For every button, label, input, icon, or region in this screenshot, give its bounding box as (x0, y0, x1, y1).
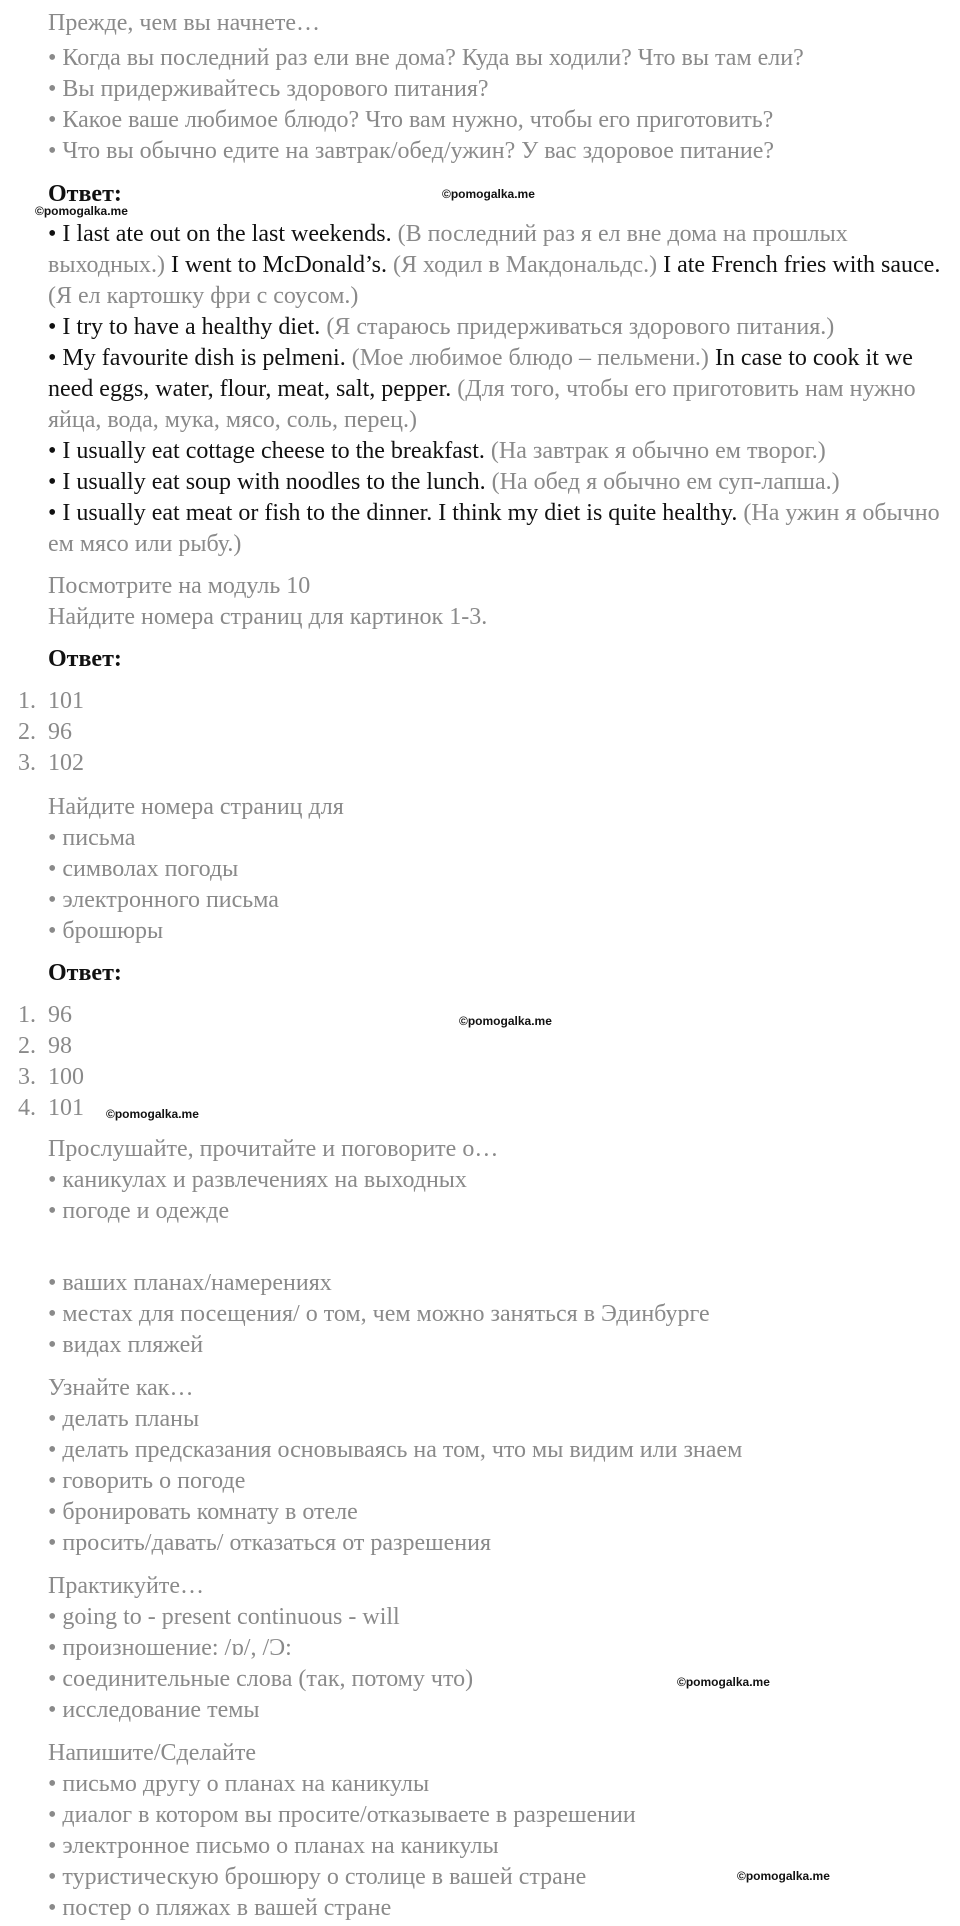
answer1-paragraph-3: • My favourite dish is pelmeni. (Мое любимое блюдо – пельмени.) In case to cook it we need eggs, water, flour, meat, salt, pepper. (Для того, чтобы его приготовить нам нужно яйца, вода, мука, мясо, соль, перец.) (48, 345, 916, 433)
watermark: ©pomogalka.me (737, 1869, 830, 1883)
list-item: • делать предсказания основываясь на том, что мы видим или знаем (48, 1437, 743, 1463)
section5-title: Узнайте как… (48, 1375, 194, 1401)
answer1-block (48, 219, 948, 560)
list-item: • Какое ваше любимое блюдо? Что вам нужно, чтобы его приготовить? (48, 107, 774, 133)
list-item: • going to - present continuous - will (48, 1604, 400, 1630)
list-item: • соединительные слова (так, потому что) (48, 1666, 474, 1692)
list-item: • постер о пляжах в вашей стране (48, 1895, 392, 1921)
list-item: • говорить о погоде (48, 1468, 246, 1494)
section2-subtitle: Найдите номера страниц для картинок 1-3. (48, 604, 488, 630)
section6-title: Практикуйте… (48, 1573, 204, 1599)
list-item: • просить/давать/ отказаться от разрешения (48, 1530, 492, 1556)
answer-label: Ответ: (48, 181, 122, 207)
list-item: 1. 101 (18, 688, 84, 714)
section1-title: Прежде, чем вы начнете… (48, 10, 321, 36)
list-item: • местах для посещения/ о том, чем можно заняться в Эдинбурге (48, 1301, 710, 1327)
list-item: 4. 101 (18, 1095, 84, 1121)
list-item: • письмо другу о планах на каникулы (48, 1771, 430, 1797)
list-item: 3. 102 (18, 750, 84, 776)
list-item: • произношение: /ɒ/, /Ɔ: (48, 1635, 292, 1661)
list-item: • символах погоды (48, 856, 239, 882)
answer1-paragraph-5: • I usually eat soup with noodles to the lunch. (На обед я обычно ем суп-лапша.) (48, 469, 840, 495)
watermark: ©pomogalka.me (442, 187, 535, 201)
list-item: 1. 96 (18, 1002, 72, 1028)
section7-title: Напишите/Сделайте (48, 1740, 256, 1766)
answer-label: Ответ: (48, 960, 122, 986)
section4-title: Прослушайте, прочитайте и поговорите о… (48, 1136, 499, 1162)
list-item: • погоде и одежде (48, 1198, 230, 1224)
list-item: • исследование темы (48, 1697, 260, 1723)
list-item: • Когда вы последний раз ели вне дома? Куда вы ходили? Что вы там ели? (48, 45, 804, 71)
list-item: 2. 96 (18, 719, 72, 745)
answer1-paragraph-1: • I last ate out on the last weekends. (В последний раз я ел вне дома на прошлых выходных.) I went to McDonald’s. (Я ходил в Макдональдс.) I ate French fries with sauce. (Я ел картошку фри с соусом.) (48, 221, 941, 309)
answer-label: Ответ: (48, 646, 122, 672)
answer1-paragraph-2: • I try to have a healthy diet. (Я стараюсь придерживаться здорового питания.) (48, 314, 835, 340)
list-item: • каникулах и развлечениях на выходных (48, 1167, 467, 1193)
watermark: ©pomogalka.me (677, 1675, 770, 1689)
list-item: • электронное письмо о планах на каникулы (48, 1833, 499, 1859)
watermark: ©pomogalka.me (459, 1014, 552, 1028)
list-item: • электронного письма (48, 887, 279, 913)
answer1-paragraph-6: • I usually eat meat or fish to the dinner. I think my diet is quite healthy. (На ужин я обычно ем мясо или рыбу.) (48, 500, 940, 557)
list-item: • Вы придерживайтесь здорового питания? (48, 76, 489, 102)
list-item: • видах пляжей (48, 1332, 204, 1358)
section2-title: Посмотрите на модуль 10 (48, 573, 311, 599)
answer1-paragraph-4: • I usually eat cottage cheese to the breakfast. (На завтрак я обычно ем творог.) (48, 438, 826, 464)
list-item: • письма (48, 825, 136, 851)
list-item: • бронировать комнату в отеле (48, 1499, 358, 1525)
list-item: 2. 98 (18, 1033, 72, 1059)
list-item: • туристическую брошюру о столице в вашей стране (48, 1864, 587, 1890)
list-item: • ваших планах/намерениях (48, 1270, 332, 1296)
list-item: • брошюры (48, 918, 164, 944)
list-item: 3. 100 (18, 1064, 84, 1090)
list-item: • Что вы обычно едите на завтрак/обед/ужин? У вас здоровое питание? (48, 138, 775, 164)
list-item: • делать планы (48, 1406, 200, 1432)
section3-title: Найдите номера страниц для (48, 794, 344, 820)
watermark: ©pomogalka.me (35, 204, 128, 218)
watermark: ©pomogalka.me (106, 1107, 199, 1121)
list-item: • диалог в котором вы просите/отказываете в разрешении (48, 1802, 636, 1828)
